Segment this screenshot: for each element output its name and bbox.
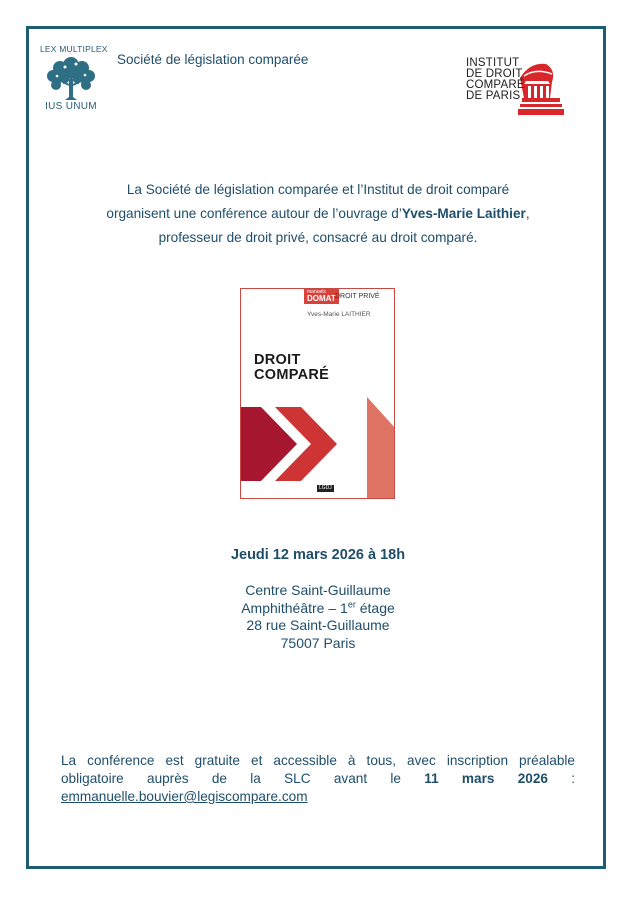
venue-street: 28 rue Saint-Guillaume [246,617,390,633]
deadline-date: 11 mars 2026 [424,771,548,786]
venue-room [0,600,636,618]
intro-line-2-prefix: organisent une conférence autour de l’ouvrage d’ [106,206,402,221]
slc-name: Société de législation comparée [117,52,309,67]
registration-info [61,752,575,806]
book-title-line-2: COMPARÉ [254,367,330,383]
collection-small-label: manuels [307,289,326,295]
room-sup: er [347,598,356,609]
book-title-line-1: DROIT [254,352,301,368]
venue-name: Centre Saint-Guillaume [245,582,391,598]
author-name: Yves-Marie Laithier [401,206,526,221]
room-prefix: Amphithéâtre – 1 [241,599,348,616]
book-author: Yves-Marie LAITHIER [307,311,371,318]
contact-email-link[interactable]: emmanuelle.bouvier@legiscompare.com [61,789,308,804]
event-place [0,582,636,652]
intro-paragraph [60,178,576,250]
idc-logo-line-1: INSTITUT [466,57,520,69]
venue-city: 75007 Paris [280,634,356,651]
event-date: Jeudi 12 mars 2026 à 18h [230,547,406,563]
collection-badge [304,289,339,304]
intro-line-2-suffix: , [525,206,530,221]
room-suffix: étage [355,599,395,616]
idc-logo [464,48,564,120]
publisher-logo: LGDJ [319,485,332,491]
idc-logo-line-4: DE PARIS [466,90,521,102]
footer-line-3 [61,788,575,806]
footer-line-1: La conférence est gratuite et accessible à tous, avec inscription préalable [61,753,575,768]
series-label: DROIT PRIVÉ [335,293,380,300]
slc-logo-bottom-text: IUS UNUM [45,101,97,112]
footer-line-2-prefix: obligatoire auprès de la SLC avant le [61,771,401,786]
slc-logo-top-text: LEX MULTIPLEX [40,44,108,54]
slc-logo [40,44,108,114]
footer-line-2-suffix: : [571,771,576,786]
collection-name: DOMAT [307,294,336,303]
intro-line-2 [60,202,576,226]
tree-icon [43,55,99,101]
idc-logo-line-3: COMPARÉ [466,79,525,91]
book-cover [240,288,395,499]
book-chevrons [241,289,395,499]
intro-line-3: professeur de droit privé, consacré au droit comparé. [158,230,478,245]
footer-line-2 [61,770,575,788]
idc-logo-line-2: DE DROIT [466,68,523,80]
intro-line-1: La Société de législation comparée et l’Institut de droit comparé [126,182,510,197]
